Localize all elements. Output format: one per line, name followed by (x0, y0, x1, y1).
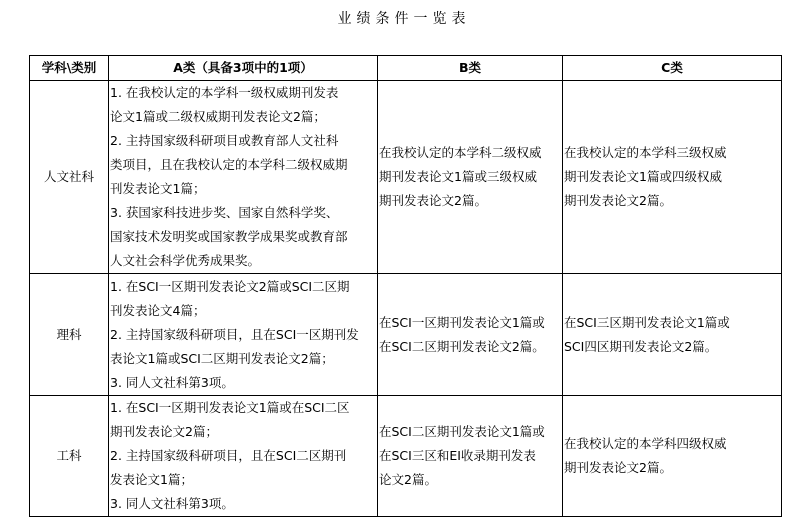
header-category-c: C类 (563, 56, 782, 81)
row-subject: 理科 (30, 274, 109, 396)
text-line: 期刊发表论文1篇或三级权威 (379, 169, 537, 184)
text-line: 3. 同人文社科第3项。 (110, 374, 234, 390)
text-line: 1. 在我校认定的本学科一级权威期刊发表 (110, 85, 339, 100)
text-line: 类项目，且在我校认定的本学科二级权威期 (110, 157, 348, 172)
header-category-b: B类 (378, 56, 563, 81)
text-line: 在我校认定的本学科四级权威 (564, 436, 727, 451)
text-line: 人文社会科学优秀成果奖。 (110, 253, 261, 268)
text-line: 在我校认定的本学科二级权威 (379, 145, 542, 160)
text-line: 发表论文1篇； (110, 472, 193, 487)
text-line: 2. 主持国家级科研项目，且在SCI二区期刊 (110, 448, 347, 463)
category-a-cell (109, 396, 378, 517)
header-row (30, 56, 782, 81)
category-c-cell (563, 81, 782, 274)
text-line: 表论文1篇或SCI二区期刊发表论文2篇； (110, 350, 334, 366)
text-line: 论文2篇。 (379, 472, 437, 487)
category-b-cell (378, 81, 563, 274)
header-category-a: A类（具备3项中的1项） (109, 56, 378, 81)
row-subject: 工科 (30, 396, 109, 517)
text-line: 1. 在SCI一区期刊发表论文1篇或在SCI二区 (110, 400, 350, 415)
text-line: 刊发表论文4篇； (110, 302, 206, 318)
category-a-cell (109, 274, 378, 396)
text-line: 在我校认定的本学科三级权威 (564, 145, 727, 160)
text-line: 2. 主持国家级科研项目或教育部人文社科 (110, 133, 339, 148)
table-row (30, 396, 782, 517)
text-line: 在SCI三区和EI收录期刊发表 (379, 448, 536, 463)
category-a-cell (109, 81, 378, 274)
text-line: 在SCI二区期刊发表论文2篇。 (379, 338, 545, 354)
category-c-cell (563, 274, 782, 396)
text-line: 在SCI一区期刊发表论文1篇或 (379, 314, 545, 330)
text-line: 期刊发表论文1篇或四级权威 (564, 169, 722, 184)
text-line: 期刊发表论文2篇。 (379, 193, 487, 208)
row-subject: 人文社科 (30, 81, 109, 274)
page-title: 业绩条件一览表 (337, 11, 471, 27)
text-line: SCI四区期刊发表论文2篇。 (564, 338, 718, 354)
text-line: 期刊发表论文2篇。 (564, 460, 672, 475)
text-line: 3. 同人文社科第3项。 (110, 496, 234, 511)
text-line: 国家技术发明奖或国家教学成果奖或教育部 (110, 229, 348, 244)
category-b-cell (378, 274, 563, 396)
text-line: 1. 在SCI一区期刊发表论文2篇或SCI二区期 (110, 278, 350, 294)
text-line: 3. 获国家科技进步奖、国家自然科学奖、 (110, 205, 339, 220)
text-line: 论文1篇或二级权威期刊发表论文2篇； (110, 109, 326, 124)
text-line: 在SCI三区期刊发表论文1篇或 (564, 314, 730, 330)
text-line: 期刊发表论文2篇。 (564, 193, 672, 208)
text-line: 在SCI二区期刊发表论文1篇或 (379, 424, 545, 439)
header-subject: 学科\类别 (30, 56, 109, 81)
category-b-cell (378, 396, 563, 517)
text-line: 刊发表论文1篇； (110, 181, 206, 196)
text-line: 期刊发表论文2篇； (110, 424, 218, 439)
qualification-table (29, 55, 782, 517)
table-row (30, 81, 782, 274)
category-c-cell (563, 396, 782, 517)
table-row (30, 274, 782, 396)
text-line: 2. 主持国家级科研项目，且在SCI一区期刊发 (110, 326, 359, 342)
